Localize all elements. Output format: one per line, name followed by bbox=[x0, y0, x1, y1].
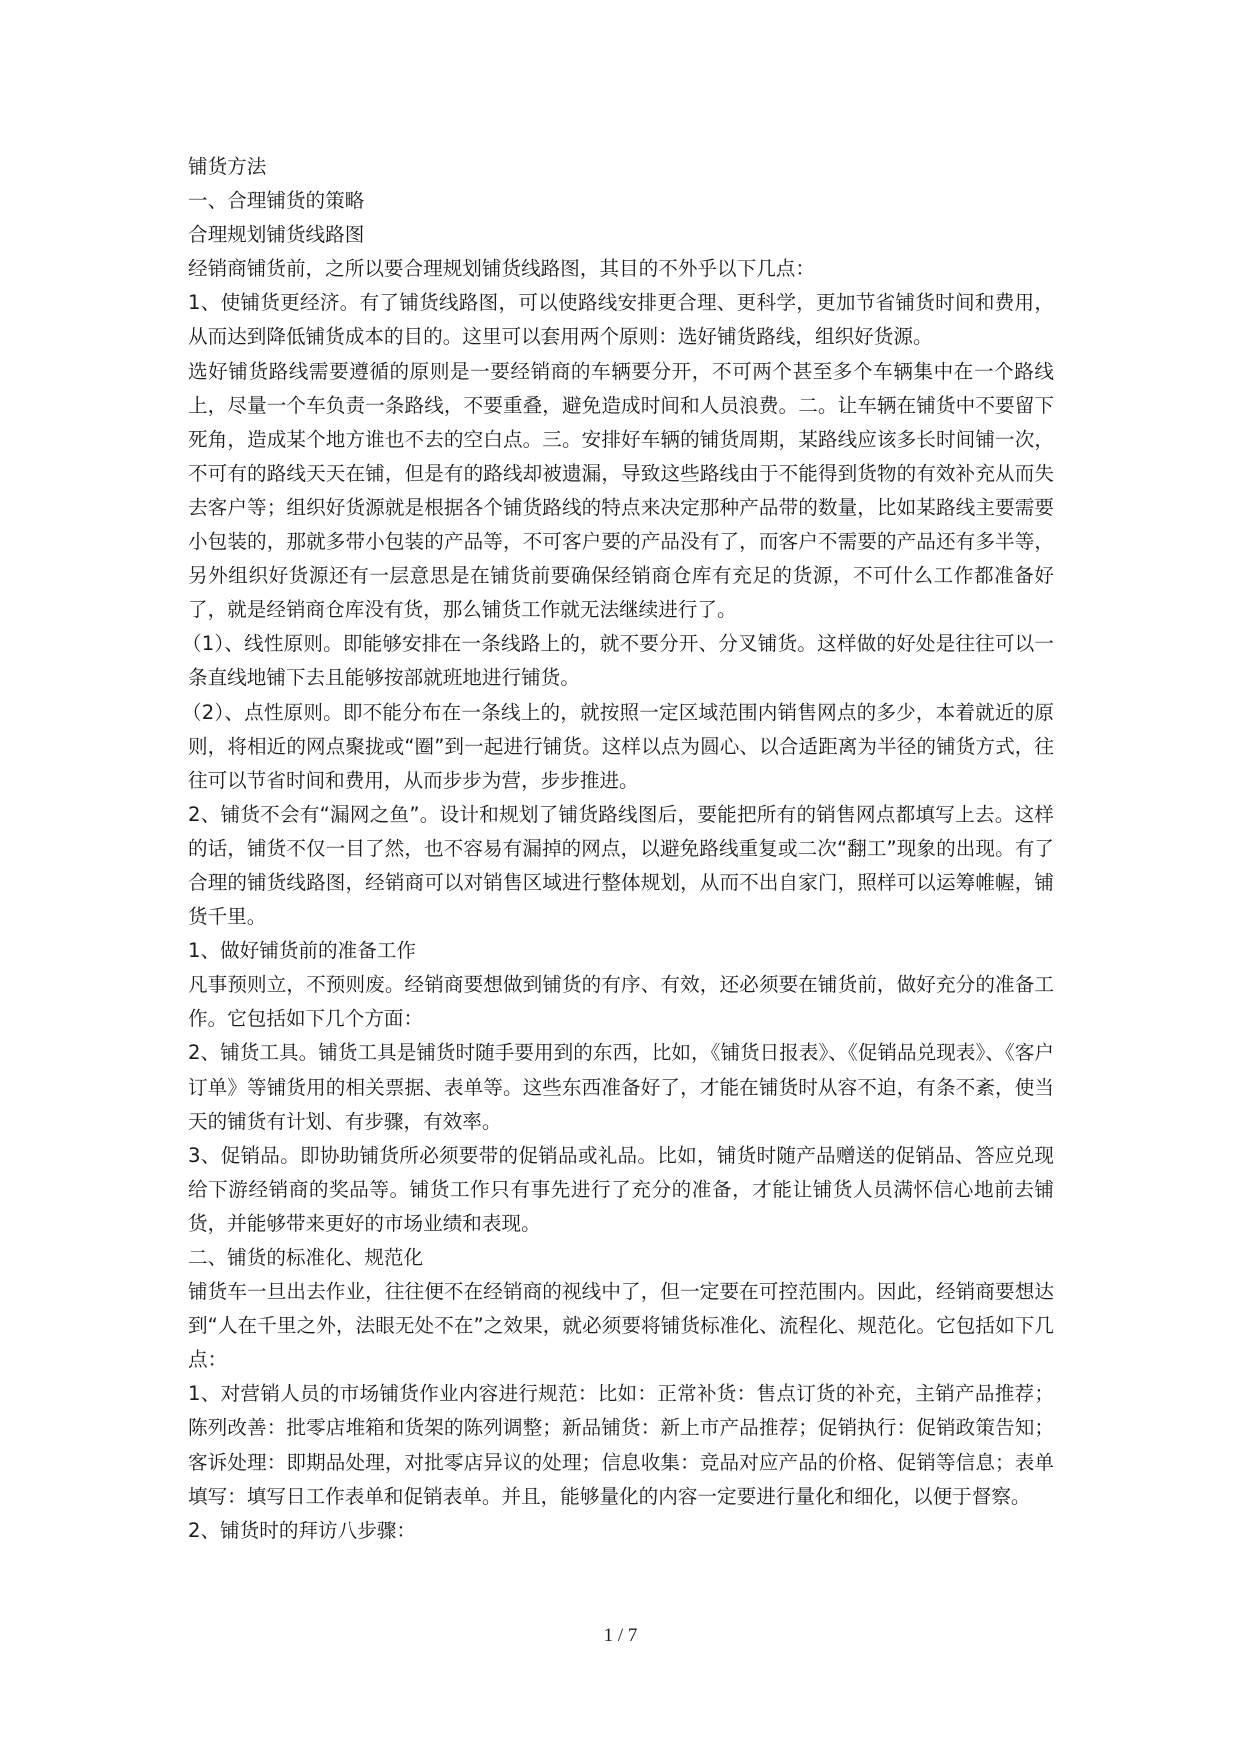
page-number: 1 / 7 bbox=[603, 1625, 638, 1646]
paragraph-standardization-1: 1、对营销人员的市场铺货作业内容进行规范：比如：正常补货：售点订货的补充，主销产品推荐；陈列改善：批零店堆箱和货架的陈列调整；新品铺货：新上市产品推荐；促销执行：促销政策告知；客诉处理：即期品处理，对批零店异议的处理；信息收集：竞品对应产品的价格、促销等信息；表单填写：填写日工作表单和促销表单。并且，能够量化的内容一定要进行量化和细化，以便于督察。 bbox=[188, 1382, 1054, 1508]
paragraph-intro: 经销商铺货前，之所以要合理规划铺货线路图，其目的不外乎以下几点： bbox=[188, 257, 815, 281]
paragraph-preparation-intro: 凡事预则立，不预则废。经销商要想做到铺货的有序、有效，还必须要在铺货前，做好充分的准备工作。它包括如下几个方面： bbox=[188, 973, 1054, 1031]
paragraph-point-1: 1、使铺货更经济。有了铺货线路图，可以使路线安排更合理、更科学，更加节省铺货时间和费用，从而达到降低铺货成本的目的。这里可以套用两个原则：选好铺货路线，组织好货源。 bbox=[188, 291, 1054, 349]
document-title: 铺货方法 bbox=[188, 155, 267, 178]
subheading-route-planning: 合理规划铺货线路图 bbox=[188, 223, 365, 247]
subheading-preparation: 1、做好铺货前的准备工作 bbox=[188, 939, 416, 963]
paragraph-route-principles: 选好铺货路线需要遵循的原则是一要经销商的车辆要分开，不可两个甚至多个车辆集中在一个路线上，尽量一个车负责一条路线，不要重叠，避免造成时间和人员浪费。二。让车辆在铺货中不要留下死角，造成某个地方谁也不去的空白点。三。安排好车辆的铺货周期，某路线应该多长时间铺一次，不可有的路线天天在铺，但是有的路线却被遗漏，导致这些路线由于不能得到货物的有效补充从而失去客户等；组织好货源就是根据各个铺货路线的特点来决定那种产品带的数量，比如某路线主要需要小包装的，那就多带小包装的产品等，不可客户要的产品没有了，而客户不需要的产品还有多半等，另外组织好货源还有一层意思是在铺货前要确保经销商仓库有充足的货源，不可什么工作都准备好了，就是经销商仓库没有货，那么铺货工作就无法继续进行了。 bbox=[188, 359, 1054, 622]
section-heading-2: 二、铺货的标准化、规范化 bbox=[188, 1246, 424, 1269]
section-heading-1: 一、合理铺货的策略 bbox=[188, 189, 365, 213]
paragraph-point-2: 2、铺货不会有“漏网之鱼”。设计和规划了铺货路线图后，要能把所有的销售网点都填写上去。这样的话，铺货不仅一目了然，也不容易有漏掉的网点，以避免路线重复或二次“翻工”现象的出现。有了合理的铺货线路图，经销商可以对销售区域进行整体规划，从而不出自家门，照样可以运筹帷幄，铺货千里。 bbox=[188, 802, 1054, 929]
paragraph-linear-principle: （1）、线性原则。即能够安排在一条线路上的，就不要分开、分叉铺货。这样做的好处是往往可以一条直线地铺下去且能够按部就班地进行铺货。 bbox=[182, 632, 1054, 690]
paragraph-promotions: 3、促销品。即协助铺货所必须要带的促销品或礼品。比如，铺货时随产品赠送的促销品、答应兑现给下游经销商的奖品等。铺货工作只有事先进行了充分的准备，才能让铺货人员满怀信心地前去铺货，并能够带来更好的市场业绩和表现。 bbox=[188, 1143, 1054, 1235]
paragraph-tools: 2、铺货工具。铺货工具是铺货时随手要用到的东西，比如，《铺货日报表》、《促销品兑现表》、《客户订单》等铺货用的相关票据、表单等。这些东西准备好了，才能在铺货时从容不迫，有条不紊，使当天的铺货有计划、有步骤，有效率。 bbox=[188, 1041, 1054, 1133]
document-body bbox=[182, 150, 1054, 1548]
paragraph-standardization-intro: 铺货车一旦出去作业，往往便不在经销商的视线中了，但一定要在可控范围内。因此，经销商要想达到“人在千里之外，法眼无处不在”之效果，就必须要将铺货标准化、流程化、规范化。它包括如下几点： bbox=[188, 1280, 1054, 1372]
paragraph-standardization-2: 2、铺货时的拜访八步骤： bbox=[188, 1518, 416, 1542]
paragraph-point-principle: （2）、点性原则。即不能分布在一条线上的，就按照一定区域范围内销售网点的多少，本着就近的原则，将相近的网点聚拢或“圈”到一起进行铺货。这样以点为圆心、以合适距离为半径的铺货方式，往往可以节省时间和费用，从而步步为营，步步推进。 bbox=[182, 700, 1054, 792]
